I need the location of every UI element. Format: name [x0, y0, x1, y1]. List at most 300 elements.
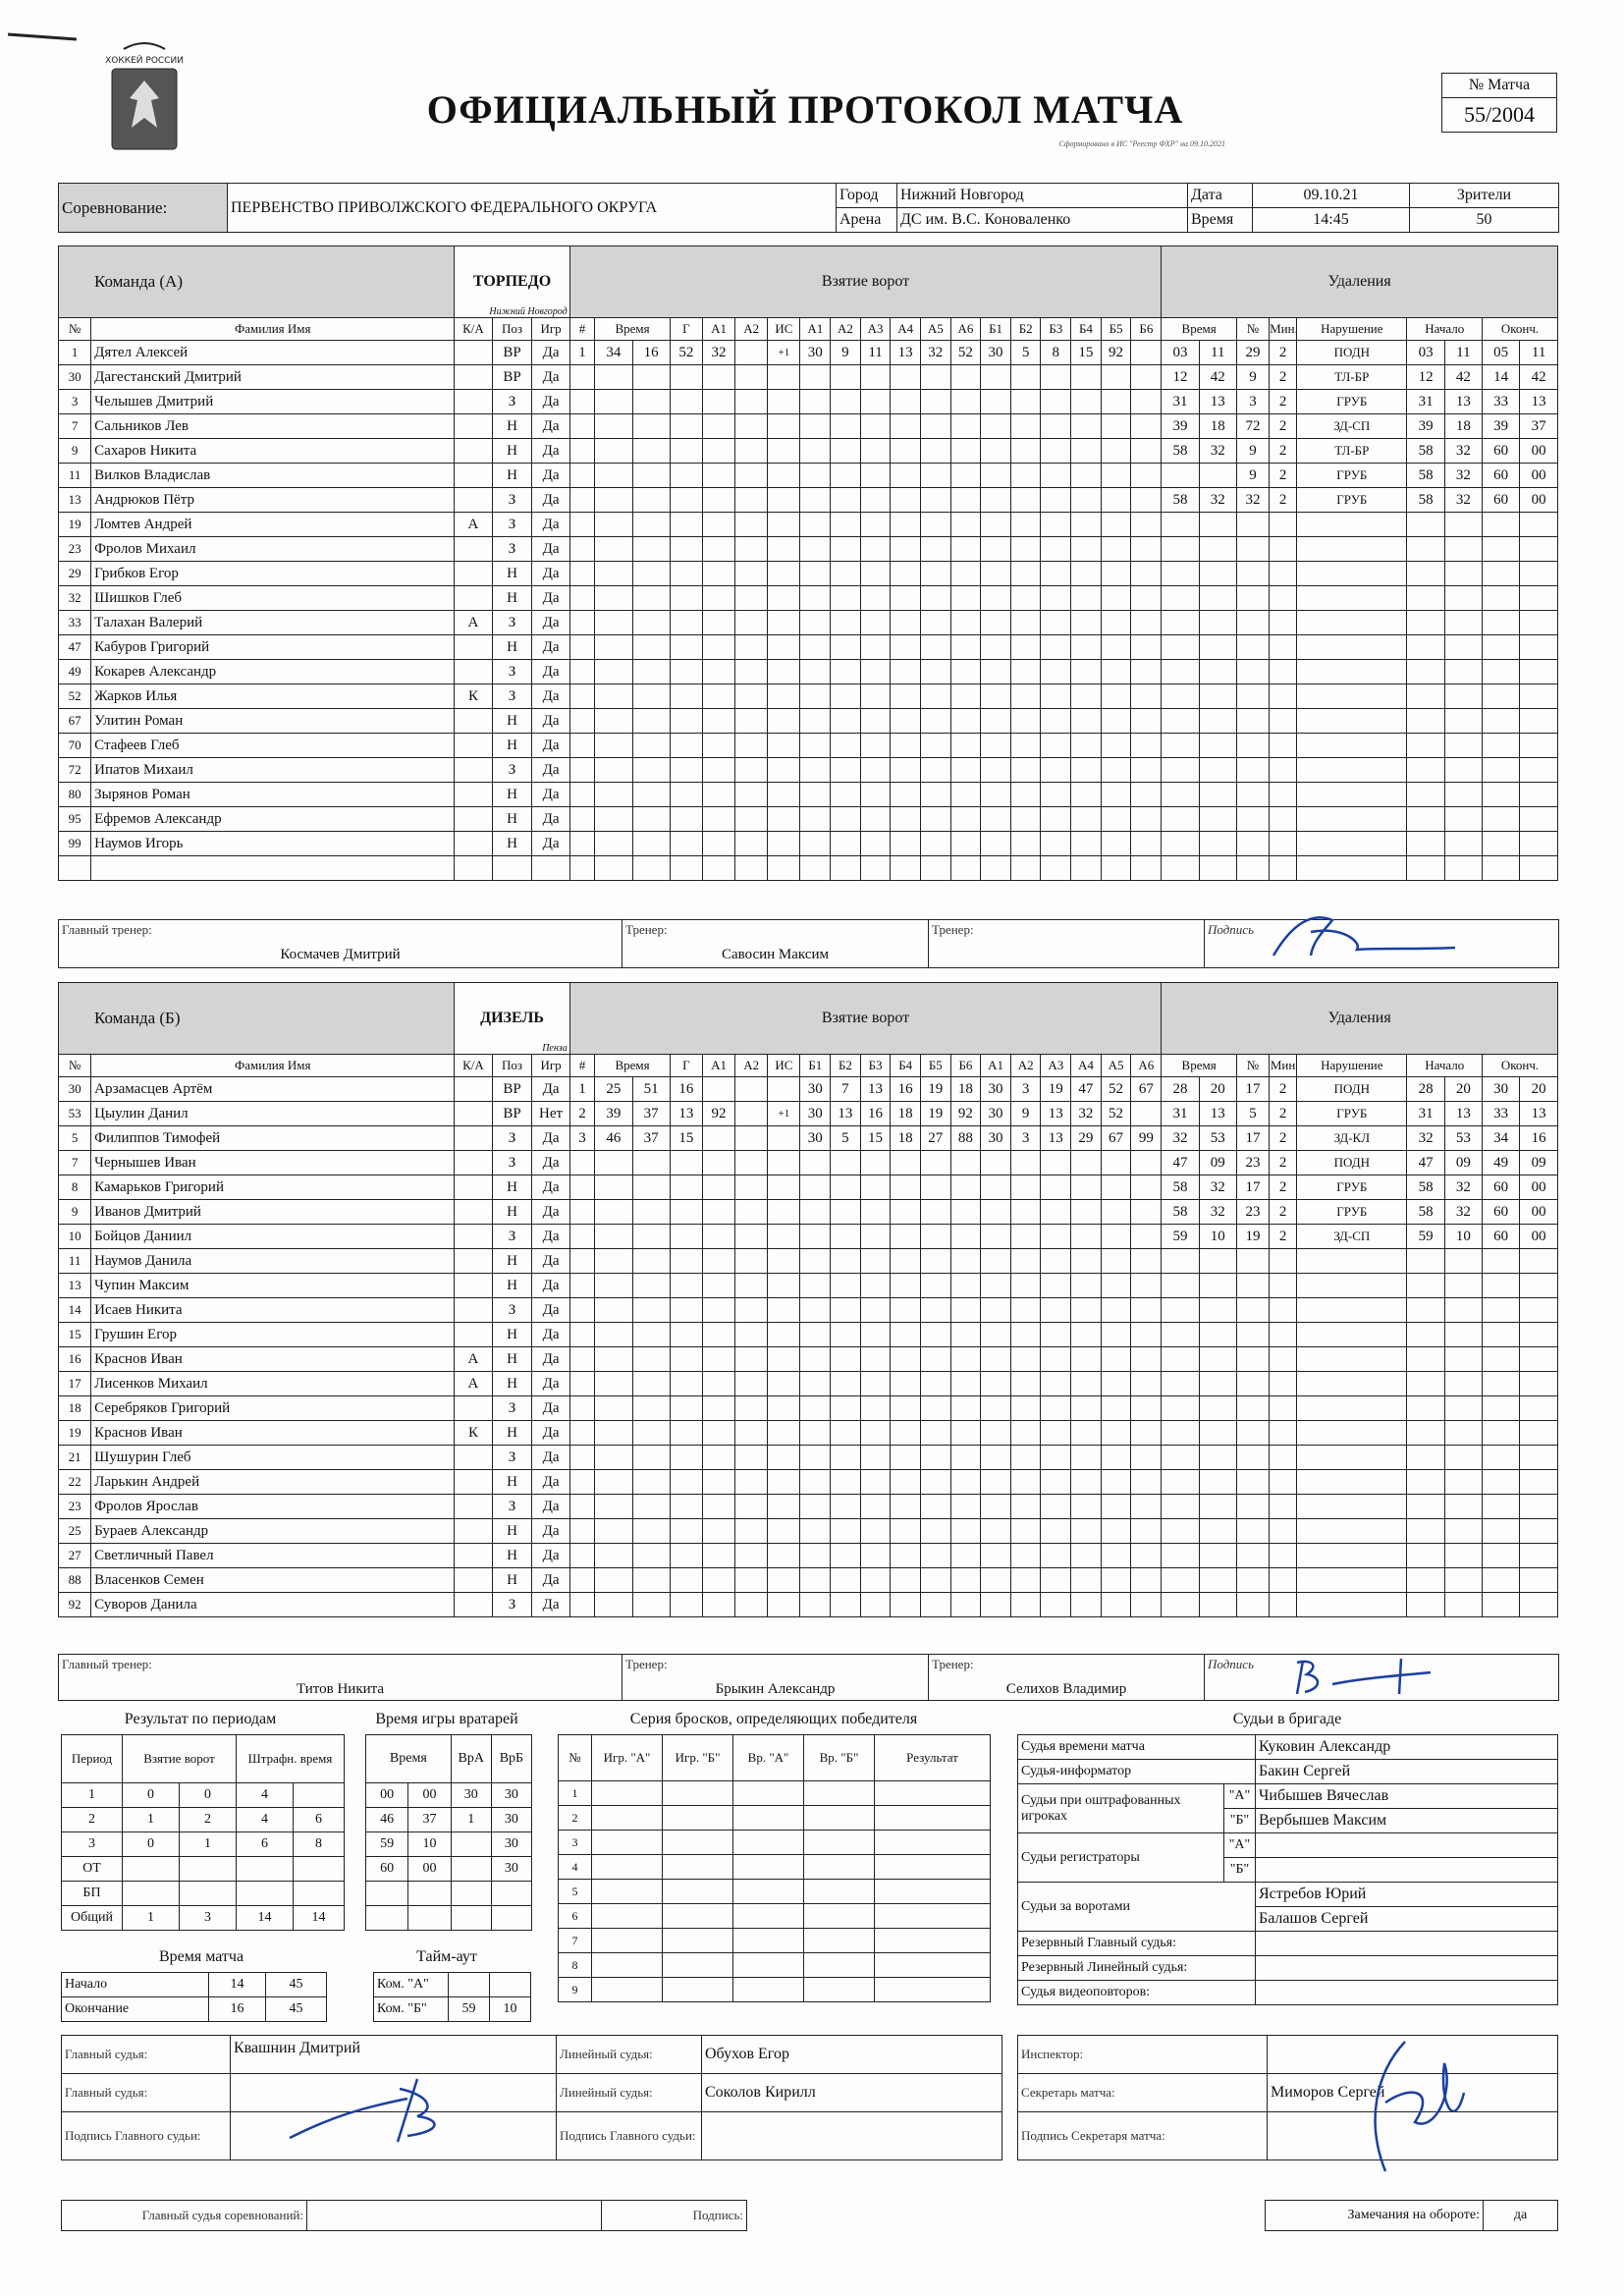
player-ka — [455, 537, 492, 562]
timekeeper-label: Судья времени матча — [1018, 1735, 1256, 1760]
col-pen-end: Оконч. — [1483, 318, 1558, 341]
goal-onice — [1071, 1225, 1102, 1249]
goal-onice — [891, 562, 921, 586]
goal-onice — [1071, 390, 1102, 414]
goal-onice — [1041, 1200, 1071, 1225]
goal-is — [768, 660, 800, 684]
goal-onice — [860, 414, 891, 439]
goal-a2 — [735, 1421, 768, 1446]
goal-onice — [920, 1495, 950, 1519]
goal-scorer — [670, 1249, 702, 1274]
goal-onice — [1131, 464, 1162, 488]
pen-start-ss: 32 — [1444, 1175, 1482, 1200]
goal-a1 — [702, 1151, 734, 1175]
goal-a1 — [702, 1396, 734, 1421]
goal-no — [569, 562, 595, 586]
goal-onice — [891, 1274, 921, 1298]
goal-onice — [1071, 513, 1102, 537]
pen-violation — [1297, 1544, 1407, 1568]
pen-no — [1236, 1470, 1269, 1495]
goal-scorer — [670, 709, 702, 734]
pen-no: 17 — [1236, 1077, 1269, 1102]
pen-start-ss — [1444, 1544, 1482, 1568]
pen-mm: 58 — [1162, 439, 1199, 464]
goal-onice — [950, 660, 981, 684]
goal-onice — [891, 1593, 921, 1617]
goal-onice — [1101, 365, 1131, 390]
player-ka — [455, 1593, 492, 1617]
pen-violation — [1297, 611, 1407, 635]
goal-no — [569, 1446, 595, 1470]
pen-mm: 31 — [1162, 1102, 1199, 1126]
goal-onice — [860, 464, 891, 488]
player-name: Краснов Иван — [91, 1421, 455, 1446]
pen-end-mm — [1483, 1396, 1520, 1421]
pen-no: 9 — [1236, 439, 1269, 464]
pen-start-mm — [1407, 684, 1444, 709]
shootout-cell — [733, 1806, 804, 1831]
table-row — [59, 660, 1558, 684]
player-no: 47 — [59, 635, 91, 660]
period-name: 1 — [62, 1783, 123, 1808]
pen-mm — [1162, 635, 1199, 660]
pen-no — [1236, 832, 1269, 856]
pen-end-ss — [1520, 611, 1558, 635]
goal-ss — [632, 660, 670, 684]
pen-violation — [1297, 1249, 1407, 1274]
pen-violation: ЗД-КЛ — [1297, 1126, 1407, 1151]
goal-mm — [595, 1323, 632, 1347]
pen-mm — [1162, 1323, 1199, 1347]
pen-start-ss — [1444, 635, 1482, 660]
goal-no: 3 — [569, 1126, 595, 1151]
player-name: Зырянов Роман — [91, 783, 455, 807]
goal-onice — [800, 1396, 831, 1421]
pen-ss — [1199, 1470, 1236, 1495]
goalie-b: 30 — [491, 1832, 531, 1857]
shootout-col: Игр. "А" — [592, 1735, 663, 1781]
goalie-b: 30 — [491, 1857, 531, 1882]
player-name: Дагестанский Дмитрий — [91, 365, 455, 390]
goal-onice: 30 — [981, 1102, 1011, 1126]
remarks-table — [1265, 2200, 1558, 2231]
goal-onice — [1071, 365, 1102, 390]
goal-onice — [860, 611, 891, 635]
player-name: Серебряков Григорий — [91, 1396, 455, 1421]
shootout-cell — [592, 1880, 663, 1904]
shootout-no: 6 — [559, 1904, 592, 1929]
goal-onice — [1041, 439, 1071, 464]
pen-start-mm: 28 — [1407, 1077, 1444, 1102]
goal-onice — [860, 1495, 891, 1519]
goal-onice — [1041, 1495, 1071, 1519]
pen-end-mm — [1483, 1274, 1520, 1298]
pen-ss: 13 — [1199, 1102, 1236, 1126]
player-pos: ВР — [492, 365, 532, 390]
player-name: Фролов Михаил — [91, 537, 455, 562]
team-title-row — [59, 983, 1558, 1055]
player-pos: З — [492, 684, 532, 709]
pen-ss — [1199, 734, 1236, 758]
team_b-city: Пенза — [542, 1043, 568, 1054]
pen-violation: ГРУБ — [1297, 390, 1407, 414]
goal-onice — [950, 488, 981, 513]
pen-end-ss: 42 — [1520, 365, 1558, 390]
goal-scorer — [670, 586, 702, 611]
shootout-cell — [875, 1855, 991, 1880]
goal-onice — [920, 1568, 950, 1593]
goal-onice — [1010, 488, 1041, 513]
player-played: Да — [532, 1396, 569, 1421]
player-played: Нет — [532, 1102, 569, 1126]
goal-onice — [831, 807, 861, 832]
pen-no: 9 — [1236, 464, 1269, 488]
goal-a1 — [702, 709, 734, 734]
pen-min: 2 — [1270, 341, 1297, 365]
pen-start-ss — [1444, 807, 1482, 832]
goal-onice — [950, 611, 981, 635]
table-row — [366, 1808, 532, 1832]
goal-onice — [1041, 783, 1071, 807]
shootout-col: Игр. "Б" — [663, 1735, 733, 1781]
goal-onice — [891, 684, 921, 709]
goal-ss — [632, 1396, 670, 1421]
player-pos: Н — [492, 1544, 532, 1568]
team-b-signature-cell — [1205, 1655, 1559, 1701]
player-ka: К — [455, 684, 492, 709]
goal-onice — [920, 414, 950, 439]
goal-onice — [1041, 1249, 1071, 1274]
goal-mm — [595, 537, 632, 562]
goal-onice — [981, 807, 1011, 832]
goal-no — [569, 1274, 595, 1298]
goal-onice — [891, 365, 921, 390]
pen-min — [1270, 1372, 1297, 1396]
table-row — [59, 1274, 1558, 1298]
goal-scorer — [670, 1470, 702, 1495]
goal-no — [569, 660, 595, 684]
pen-mm — [1162, 562, 1199, 586]
pen-ss: 11 — [1199, 341, 1236, 365]
goal-a1 — [702, 1372, 734, 1396]
goal-onice — [800, 1470, 831, 1495]
goal-scorer — [670, 390, 702, 414]
table-row — [62, 1857, 345, 1882]
player-played: Да — [532, 1323, 569, 1347]
goal-ss — [632, 684, 670, 709]
goal-onice — [981, 1568, 1011, 1593]
player-pos: Н — [492, 635, 532, 660]
pen-violation — [1297, 783, 1407, 807]
pen-no — [1236, 586, 1269, 611]
goal-onice: 3 — [1010, 1077, 1041, 1102]
table-row — [59, 537, 1558, 562]
goal-onice — [1101, 488, 1131, 513]
goal-onice — [1010, 439, 1041, 464]
goal-onice — [1101, 709, 1131, 734]
pen-violation: ТЛ-БР — [1297, 439, 1407, 464]
goal-a1 — [702, 513, 734, 537]
goal-is — [768, 709, 800, 734]
pen-no — [1236, 611, 1269, 635]
pen-start-mm — [1407, 635, 1444, 660]
goal-onice — [950, 1225, 981, 1249]
goal-onice — [1131, 1249, 1162, 1274]
goal-is — [768, 1544, 800, 1568]
goal-onice — [920, 1323, 950, 1347]
penalties-title: Удаления — [1162, 983, 1558, 1055]
goal-onice — [860, 1593, 891, 1617]
goal-onice — [1041, 1421, 1071, 1446]
player-played: Да — [532, 1372, 569, 1396]
goal-onice — [981, 390, 1011, 414]
goal-onice — [1010, 1225, 1041, 1249]
goal-onice — [891, 758, 921, 783]
goal-a2 — [735, 1446, 768, 1470]
goal-is — [768, 390, 800, 414]
goal-onice — [1041, 709, 1071, 734]
pen-mm: 58 — [1162, 1175, 1199, 1200]
pen-mm — [1162, 1593, 1199, 1617]
player-pos: Н — [492, 832, 532, 856]
goal-onice — [950, 1544, 981, 1568]
goal-onice — [1071, 1544, 1102, 1568]
line-ref-1: Обухов Егор — [702, 2036, 1002, 2074]
goal-onice — [1041, 832, 1071, 856]
pen-ss — [1199, 537, 1236, 562]
goal-onice — [800, 586, 831, 611]
player-pos: Н — [492, 1372, 532, 1396]
inspector-table — [1017, 2035, 1558, 2160]
goal-onice — [1101, 1151, 1131, 1175]
goal-ss — [632, 537, 670, 562]
goal-no — [569, 537, 595, 562]
goal-mm — [595, 1495, 632, 1519]
player-played: Да — [532, 1200, 569, 1225]
pen-end-mm — [1483, 537, 1520, 562]
goal-onice: 99 — [1131, 1126, 1162, 1151]
goal-onice — [831, 586, 861, 611]
team_a-city: Нижний Новгород — [489, 306, 568, 317]
pen-end-ss — [1520, 734, 1558, 758]
periods-header — [62, 1735, 345, 1783]
pen-ss: 10 — [1199, 1225, 1236, 1249]
goal-onice — [1131, 1544, 1162, 1568]
player-played: Да — [532, 1175, 569, 1200]
player-ka — [455, 832, 492, 856]
informer: Бакин Сергей — [1256, 1760, 1558, 1784]
player-pos: З — [492, 1446, 532, 1470]
player-ka — [455, 1249, 492, 1274]
table-row — [59, 1396, 1558, 1421]
player-no: 5 — [59, 1126, 91, 1151]
pen-violation — [1297, 1298, 1407, 1323]
pen-ss: 13 — [1199, 390, 1236, 414]
goal-is — [768, 1077, 800, 1102]
player-played: Да — [532, 807, 569, 832]
col-g: Г — [670, 1055, 702, 1077]
goal-onice — [860, 1396, 891, 1421]
table-row — [559, 1855, 991, 1880]
goalie-b: 30 — [491, 1783, 531, 1808]
goal-onice — [920, 1593, 950, 1617]
goal-onice — [891, 660, 921, 684]
pen-start-ss: 13 — [1444, 1102, 1482, 1126]
pen-mm — [1162, 832, 1199, 856]
period-name: 3 — [62, 1832, 123, 1857]
goal-is — [768, 1151, 800, 1175]
pen-end-ss: 00 — [1520, 464, 1558, 488]
pen-mm: 58 — [1162, 1200, 1199, 1225]
goal-onice — [1071, 488, 1102, 513]
goal-onice — [1071, 611, 1102, 635]
pen-end-ss — [1520, 635, 1558, 660]
goal-a2 — [735, 660, 768, 684]
pen-min: 2 — [1270, 390, 1297, 414]
goal-ss — [632, 611, 670, 635]
goal-a1 — [702, 1274, 734, 1298]
goal-a2 — [735, 1593, 768, 1617]
goal-onice — [1010, 1323, 1041, 1347]
player-pos: Н — [492, 1519, 532, 1544]
coach-label: Тренер: — [932, 1657, 974, 1671]
player-played: Да — [532, 414, 569, 439]
pen-violation — [1297, 1372, 1407, 1396]
pen-end-ss — [1520, 1298, 1558, 1323]
goal-onice — [1131, 537, 1162, 562]
goal-onice — [831, 758, 861, 783]
goal-a2 — [735, 390, 768, 414]
goal-onice — [920, 365, 950, 390]
goal-onice — [800, 832, 831, 856]
column-header-row — [59, 318, 1558, 341]
goal-onice: 5 — [831, 1126, 861, 1151]
goal-onice — [1071, 856, 1102, 881]
pen-start-ss — [1444, 1347, 1482, 1372]
shootout-cell — [663, 1978, 733, 2002]
player-no: 1 — [59, 341, 91, 365]
goal-no — [569, 1593, 595, 1617]
pen-no: 23 — [1236, 1151, 1269, 1175]
goal-onice — [1010, 1446, 1041, 1470]
main-ref-label-1: Главный судья: — [62, 2036, 231, 2074]
goal-a1 — [702, 1323, 734, 1347]
penalty-a: Чибышев Вячеслав — [1256, 1784, 1558, 1809]
player-ka — [455, 1568, 492, 1593]
goal-onice — [891, 1175, 921, 1200]
goal-is — [768, 1495, 800, 1519]
pen-violation — [1297, 758, 1407, 783]
goal-onice: 15 — [1071, 341, 1102, 365]
competition-name: ПЕРВЕНСТВО ПРИВОЛЖСКОГО ФЕДЕРАЛЬНОГО ОКРУГА — [228, 184, 837, 233]
pen-min — [1270, 783, 1297, 807]
goal-onice — [981, 1175, 1011, 1200]
pen-start-mm — [1407, 562, 1444, 586]
pen-no — [1236, 1323, 1269, 1347]
goal-onice — [1071, 1274, 1102, 1298]
goal-onice — [950, 1151, 981, 1175]
pen-no: 9 — [1236, 365, 1269, 390]
goalie-mm: 59 — [366, 1832, 408, 1857]
shootout-cell — [875, 1831, 991, 1855]
goal-onice — [1131, 390, 1162, 414]
goal-onice — [860, 807, 891, 832]
goal-onice — [1131, 1446, 1162, 1470]
line-ref-label-2: Линейный судья: — [557, 2074, 702, 2112]
col-onice: Б5 — [1101, 318, 1131, 341]
pen-start-ss: 10 — [1444, 1225, 1482, 1249]
pen-no — [1236, 562, 1269, 586]
goal-onice — [981, 586, 1011, 611]
goal-onice — [860, 562, 891, 586]
goal-onice — [1010, 513, 1041, 537]
shootout-cell — [804, 1781, 875, 1806]
goal-onice — [860, 1175, 891, 1200]
shootout-cell — [875, 1781, 991, 1806]
shootout-cell — [733, 1831, 804, 1855]
goal-mm: 25 — [595, 1077, 632, 1102]
goal-onice — [950, 1568, 981, 1593]
goal-onice — [1101, 758, 1131, 783]
goal-onice — [981, 635, 1011, 660]
pen-end-mm — [1483, 611, 1520, 635]
goal-onice — [920, 1544, 950, 1568]
goal-onice — [920, 1298, 950, 1323]
pen-min — [1270, 856, 1297, 881]
goal-onice — [860, 734, 891, 758]
goal-onice — [1041, 856, 1071, 881]
goal-onice — [981, 1225, 1011, 1249]
pen-end-ss: 00 — [1520, 488, 1558, 513]
col-name: Фамилия Имя — [91, 1055, 455, 1077]
player-no: 32 — [59, 586, 91, 611]
goal-mm: 39 — [595, 1102, 632, 1126]
goal-mm — [595, 1200, 632, 1225]
pen-violation — [1297, 734, 1407, 758]
pen-min — [1270, 635, 1297, 660]
goal-ss — [632, 1470, 670, 1495]
table-row — [59, 1323, 1558, 1347]
goal-onice — [1041, 1323, 1071, 1347]
goal-onice — [1041, 586, 1071, 611]
pen-mm — [1162, 734, 1199, 758]
registrar-label: Судьи регистраторы — [1018, 1833, 1224, 1883]
goal-onice — [920, 513, 950, 537]
goal-onice — [891, 1200, 921, 1225]
goal-a1 — [702, 1225, 734, 1249]
goal-judges-label: Судьи за воротами — [1018, 1883, 1256, 1932]
goal-onice — [981, 611, 1011, 635]
player-played: Да — [532, 783, 569, 807]
pen-mm — [1162, 783, 1199, 807]
col-a2: А2 — [735, 1055, 768, 1077]
goal-onice — [831, 1421, 861, 1446]
player-played: Да — [532, 1347, 569, 1372]
reserve-line-label: Резервный Линейный судья: — [1018, 1956, 1256, 1981]
goal-onice — [891, 1446, 921, 1470]
goal-onice — [891, 1225, 921, 1249]
pen-end-mm: 60 — [1483, 1200, 1520, 1225]
player-no: 30 — [59, 365, 91, 390]
shootout-cell — [875, 1978, 991, 2002]
goal-onice — [950, 414, 981, 439]
player-pos: З — [492, 1298, 532, 1323]
goal-ss — [632, 1151, 670, 1175]
goal-onice — [1010, 1396, 1041, 1421]
goal-a2 — [735, 414, 768, 439]
goal-is — [768, 1298, 800, 1323]
video-judge-label: Судья видеоповторов: — [1018, 1981, 1256, 2005]
